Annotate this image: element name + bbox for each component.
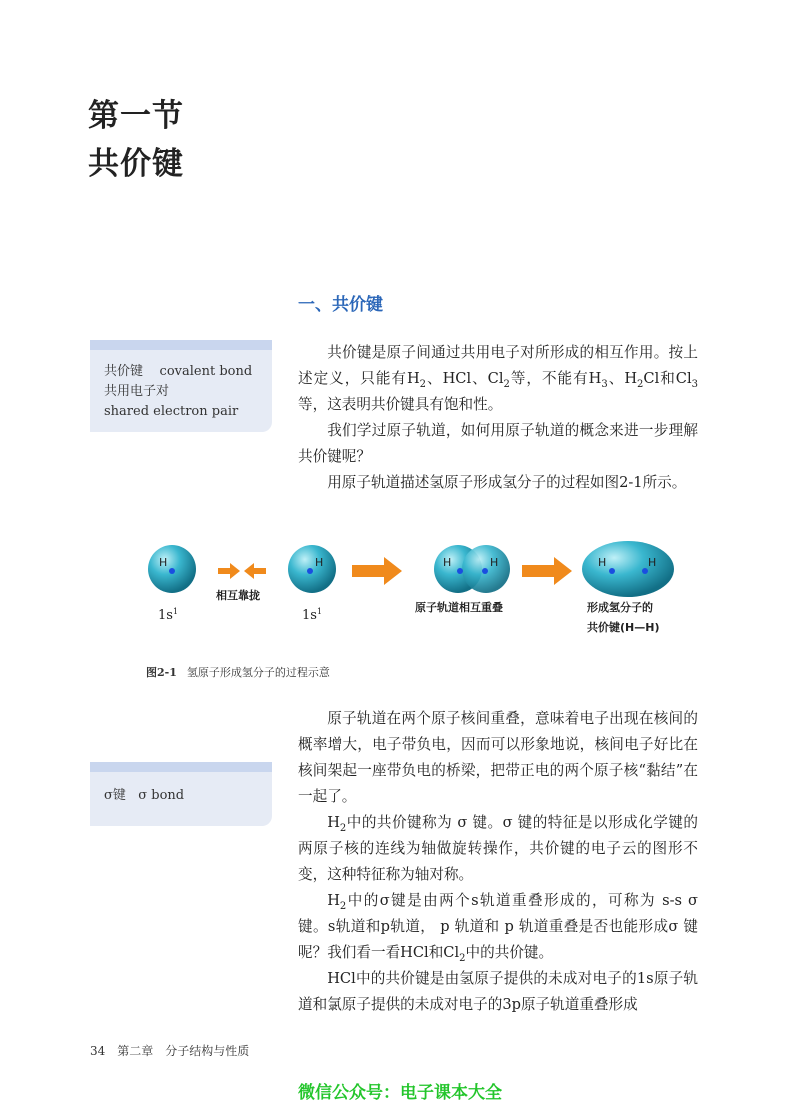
paragraph: HCl中的共价键是由氢原子提供的未成对电子的1s原子轨道和氯原子提供的未成对电子的3p原子轨道重叠形成	[298, 970, 698, 1013]
paragraph: $H_2$中的共价键称为 σ 键。σ 键的特征是以形成化学键的两原子核的连线为轴做旋转操作，共价键的电子云的图形不变，这种特征称为轴对称。	[298, 814, 698, 883]
nucleus-dot	[307, 568, 313, 574]
text-block-2	[298, 706, 698, 1018]
result-label-line2: 共价键(H—H)	[587, 621, 660, 634]
nucleus-dot	[457, 568, 463, 574]
chapter-section-name: 共价键	[88, 146, 184, 182]
approach-label: 相互靠拢	[216, 589, 260, 602]
glossary-box-sigma	[90, 762, 272, 826]
atom-h-label: H	[490, 556, 499, 569]
glossary-term-en: shared electron pair	[104, 404, 239, 419]
watermark-text: 微信公众号：电子课本大全	[298, 1083, 502, 1103]
text-block-1	[298, 340, 698, 496]
atom-h-label: H	[315, 556, 324, 569]
figure-number: 图2-1	[146, 666, 177, 679]
process-arrow	[522, 557, 572, 585]
glossary-term-zh: σ键	[104, 788, 126, 803]
section-heading: 一、共价键	[298, 295, 383, 315]
figure-caption	[146, 664, 330, 680]
process-arrow	[352, 557, 402, 585]
atom-h-label: H	[598, 556, 607, 569]
paragraph: 我们学过原子轨道，如何用原子轨道的概念来进一步理解共价键呢？	[298, 422, 698, 465]
atom-h-label: H	[159, 556, 168, 569]
orbital-label: $1s^1$	[158, 607, 179, 623]
paragraph: $H_2$中的σ键是由两个s轨道重叠形成的，可称为 s-s σ 键。s轨道和p轨道， p 轨道和 p 轨道重叠是否也能形成σ 键呢？我们看一看HCl和$Cl_2$中的共价键。	[298, 892, 698, 964]
atom-h-label: H	[648, 556, 657, 569]
chapter-section-number: 第一节	[88, 98, 184, 134]
overlap-label: 原子轨道相互重叠	[415, 601, 503, 614]
glossary-line	[104, 362, 258, 382]
paragraph: 用原子轨道描述氢原子形成氢分子的过程如图2-1所示。	[327, 474, 687, 491]
glossary-term-en: σ bond	[138, 788, 185, 803]
glossary-term-en: covalent bond	[159, 364, 253, 379]
result-label-line1: 形成氢分子的	[587, 601, 653, 614]
glossary-box-covalent	[90, 340, 272, 432]
page-number: 34	[90, 1044, 106, 1058]
paragraph: 原子轨道在两个原子核间重叠，意味着电子出现在核间的概率增大，电子带负电，因而可以形象地说，核间电子好比在核间架起一座带负电的桥梁，把带正电的两个原子核“黏结”在一起了。	[298, 710, 698, 805]
figure-caption-text: 氢原子形成氢分子的过程示意	[186, 666, 330, 679]
nucleus-dot	[482, 568, 488, 574]
paragraph: 共价键是原子间通过共用电子对所形成的相互作用。按上述定义，只能有$H_2$、HCl、$Cl_2$等，不能有$H_3$、$H_2Cl$和$Cl_3$等，这表明共价键具有饱和性。	[298, 344, 698, 413]
approach-arrow-left	[244, 563, 266, 579]
glossary-term-zh: 共价键	[104, 364, 144, 379]
figure-hydrogen-bonding	[140, 535, 700, 645]
nucleus-dot	[169, 568, 175, 574]
page-footer	[90, 1042, 249, 1059]
chapter-title	[88, 92, 184, 188]
nucleus-dot	[609, 568, 615, 574]
running-footer-title: 第二章 分子结构与性质	[117, 1044, 250, 1058]
orbital-label: $1s^1$	[302, 607, 323, 623]
glossary-term-zh: 共用电子对	[104, 384, 170, 399]
hydrogen-molecule-ellipse	[582, 541, 674, 597]
atom-h-label: H	[443, 556, 452, 569]
approach-arrow-right	[218, 563, 240, 579]
